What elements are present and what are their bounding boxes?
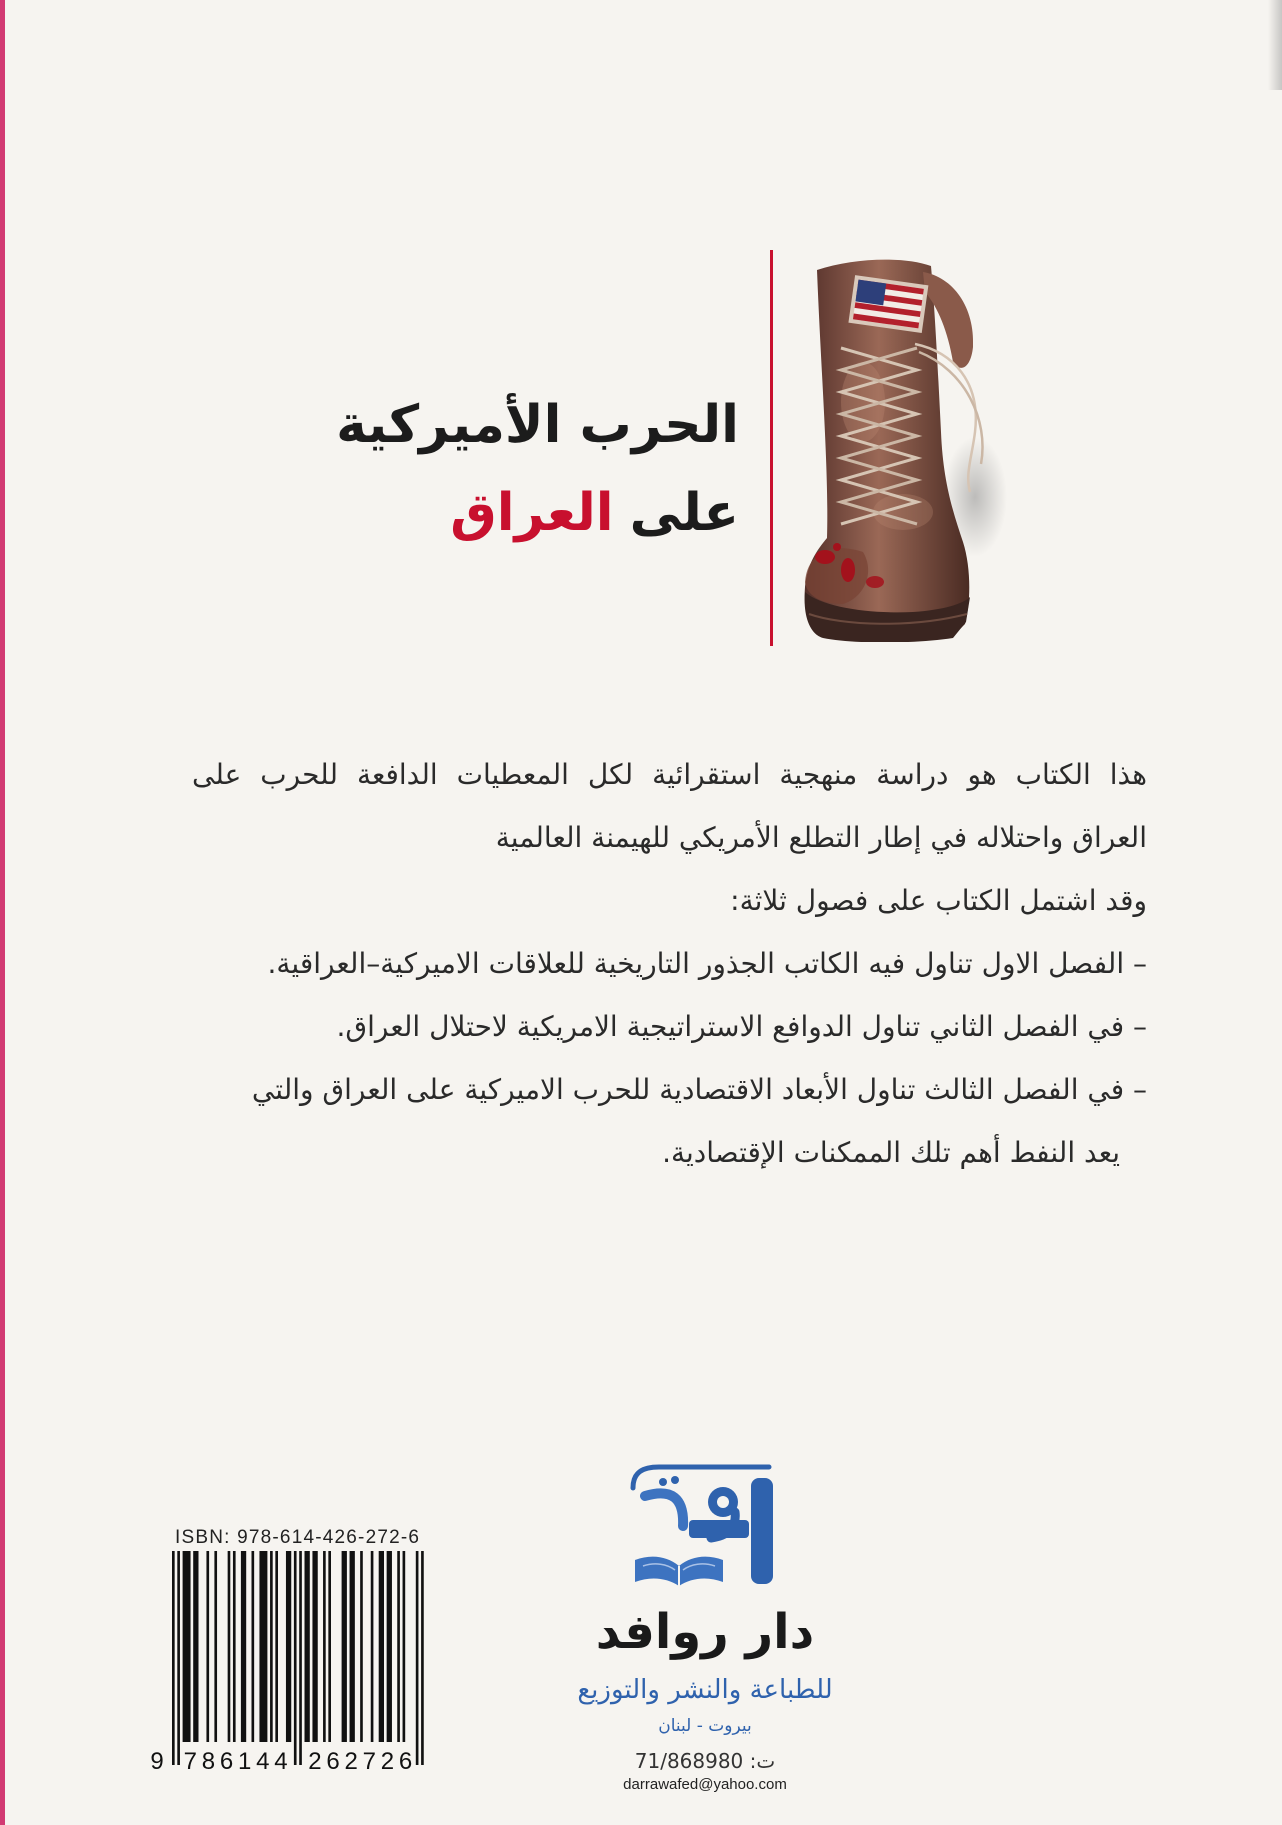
publisher-location: بيروت - لبنان xyxy=(658,1716,752,1736)
barcode-bar xyxy=(342,1551,347,1742)
barcode-digits-left: 786144 xyxy=(183,1748,288,1775)
barcode-bar xyxy=(214,1551,217,1742)
barcode-bar xyxy=(183,1551,191,1742)
barcode-bar xyxy=(312,1551,317,1742)
cover-edge-shadow xyxy=(1268,0,1282,90)
barcode-bar xyxy=(241,1551,246,1742)
barcode-bar xyxy=(328,1551,331,1742)
barcode-bar xyxy=(294,1551,297,1765)
boot-image xyxy=(803,252,1008,642)
red-divider xyxy=(770,250,773,646)
barcode-bar xyxy=(416,1551,419,1765)
description-line: – الفصل الاول تناول فيه الكاتب الجذور التاريخية للعلاقات الاميركية–العراقية. xyxy=(267,947,1147,980)
book-title-highlight: العراق xyxy=(450,483,614,543)
publisher-name: دار روافد xyxy=(595,1604,815,1660)
barcode-bar xyxy=(228,1551,231,1742)
barcode-bar xyxy=(323,1551,326,1742)
book-title-line2 xyxy=(450,481,739,545)
book-description xyxy=(192,743,1147,1184)
barcode-bar xyxy=(193,1551,198,1742)
barcode-bar xyxy=(403,1551,406,1742)
barcode-bar xyxy=(371,1551,374,1742)
isbn-label: ISBN: 978-614-426-272-6 xyxy=(175,1527,421,1548)
publisher-phone: ت: 71/868980 xyxy=(634,1749,776,1773)
description-line: العراق واحتلاله في إطار التطلع الأمريكي للهيمنة العالمية xyxy=(495,821,1147,854)
barcode-bar xyxy=(421,1551,424,1765)
barcode-bar xyxy=(387,1551,392,1742)
barcode-bar xyxy=(275,1551,278,1742)
description-line: – في الفصل الثاني تناول الدوافع الاستراتيجية الامريكية لاحتلال العراق. xyxy=(336,1010,1147,1043)
barcode-bar xyxy=(299,1551,302,1765)
barcode-bar xyxy=(252,1551,255,1742)
book-title-prefix: على xyxy=(629,483,739,543)
barcode-bar xyxy=(286,1551,291,1742)
description-line: هذا الكتاب هو دراسة منهجية استقرائية لكل المعطيات الدافعة للحرب على xyxy=(192,758,1147,791)
book-title-line1: الحرب الأميركية xyxy=(336,395,739,455)
barcode-bar xyxy=(360,1551,363,1742)
barcode-bar xyxy=(350,1551,355,1742)
publisher-email: darrawafed@yahoo.com xyxy=(623,1776,787,1793)
description-line: – في الفصل الثالث تناول الأبعاد الاقتصادية للحرب الاميركية على العراق والتي xyxy=(251,1073,1147,1106)
description-line: وقد اشتمل الكتاب على فصول ثلاثة: xyxy=(730,884,1147,917)
barcode-bar xyxy=(397,1551,400,1742)
publisher-logo xyxy=(623,1462,781,1590)
barcode-digit-first: 9 xyxy=(150,1748,164,1775)
barcode-bar xyxy=(259,1551,267,1742)
publisher-tagline: للطباعة والنشر والتوزيع xyxy=(577,1675,833,1705)
barcode-bar xyxy=(270,1551,273,1742)
description-line: يعد النفط أهم تلك الممكنات الإقتصادية. xyxy=(662,1136,1120,1169)
isbn-barcode xyxy=(145,1551,430,1783)
barcode-bar xyxy=(379,1551,384,1742)
barcode-digits-right: 262726 xyxy=(308,1748,413,1775)
barcode-bar xyxy=(305,1551,310,1742)
barcode-bar xyxy=(177,1551,180,1765)
barcode-bar xyxy=(172,1551,175,1765)
barcode-bar xyxy=(233,1551,236,1742)
barcode-bar xyxy=(206,1551,209,1742)
cover-edge-strip xyxy=(0,0,5,1825)
